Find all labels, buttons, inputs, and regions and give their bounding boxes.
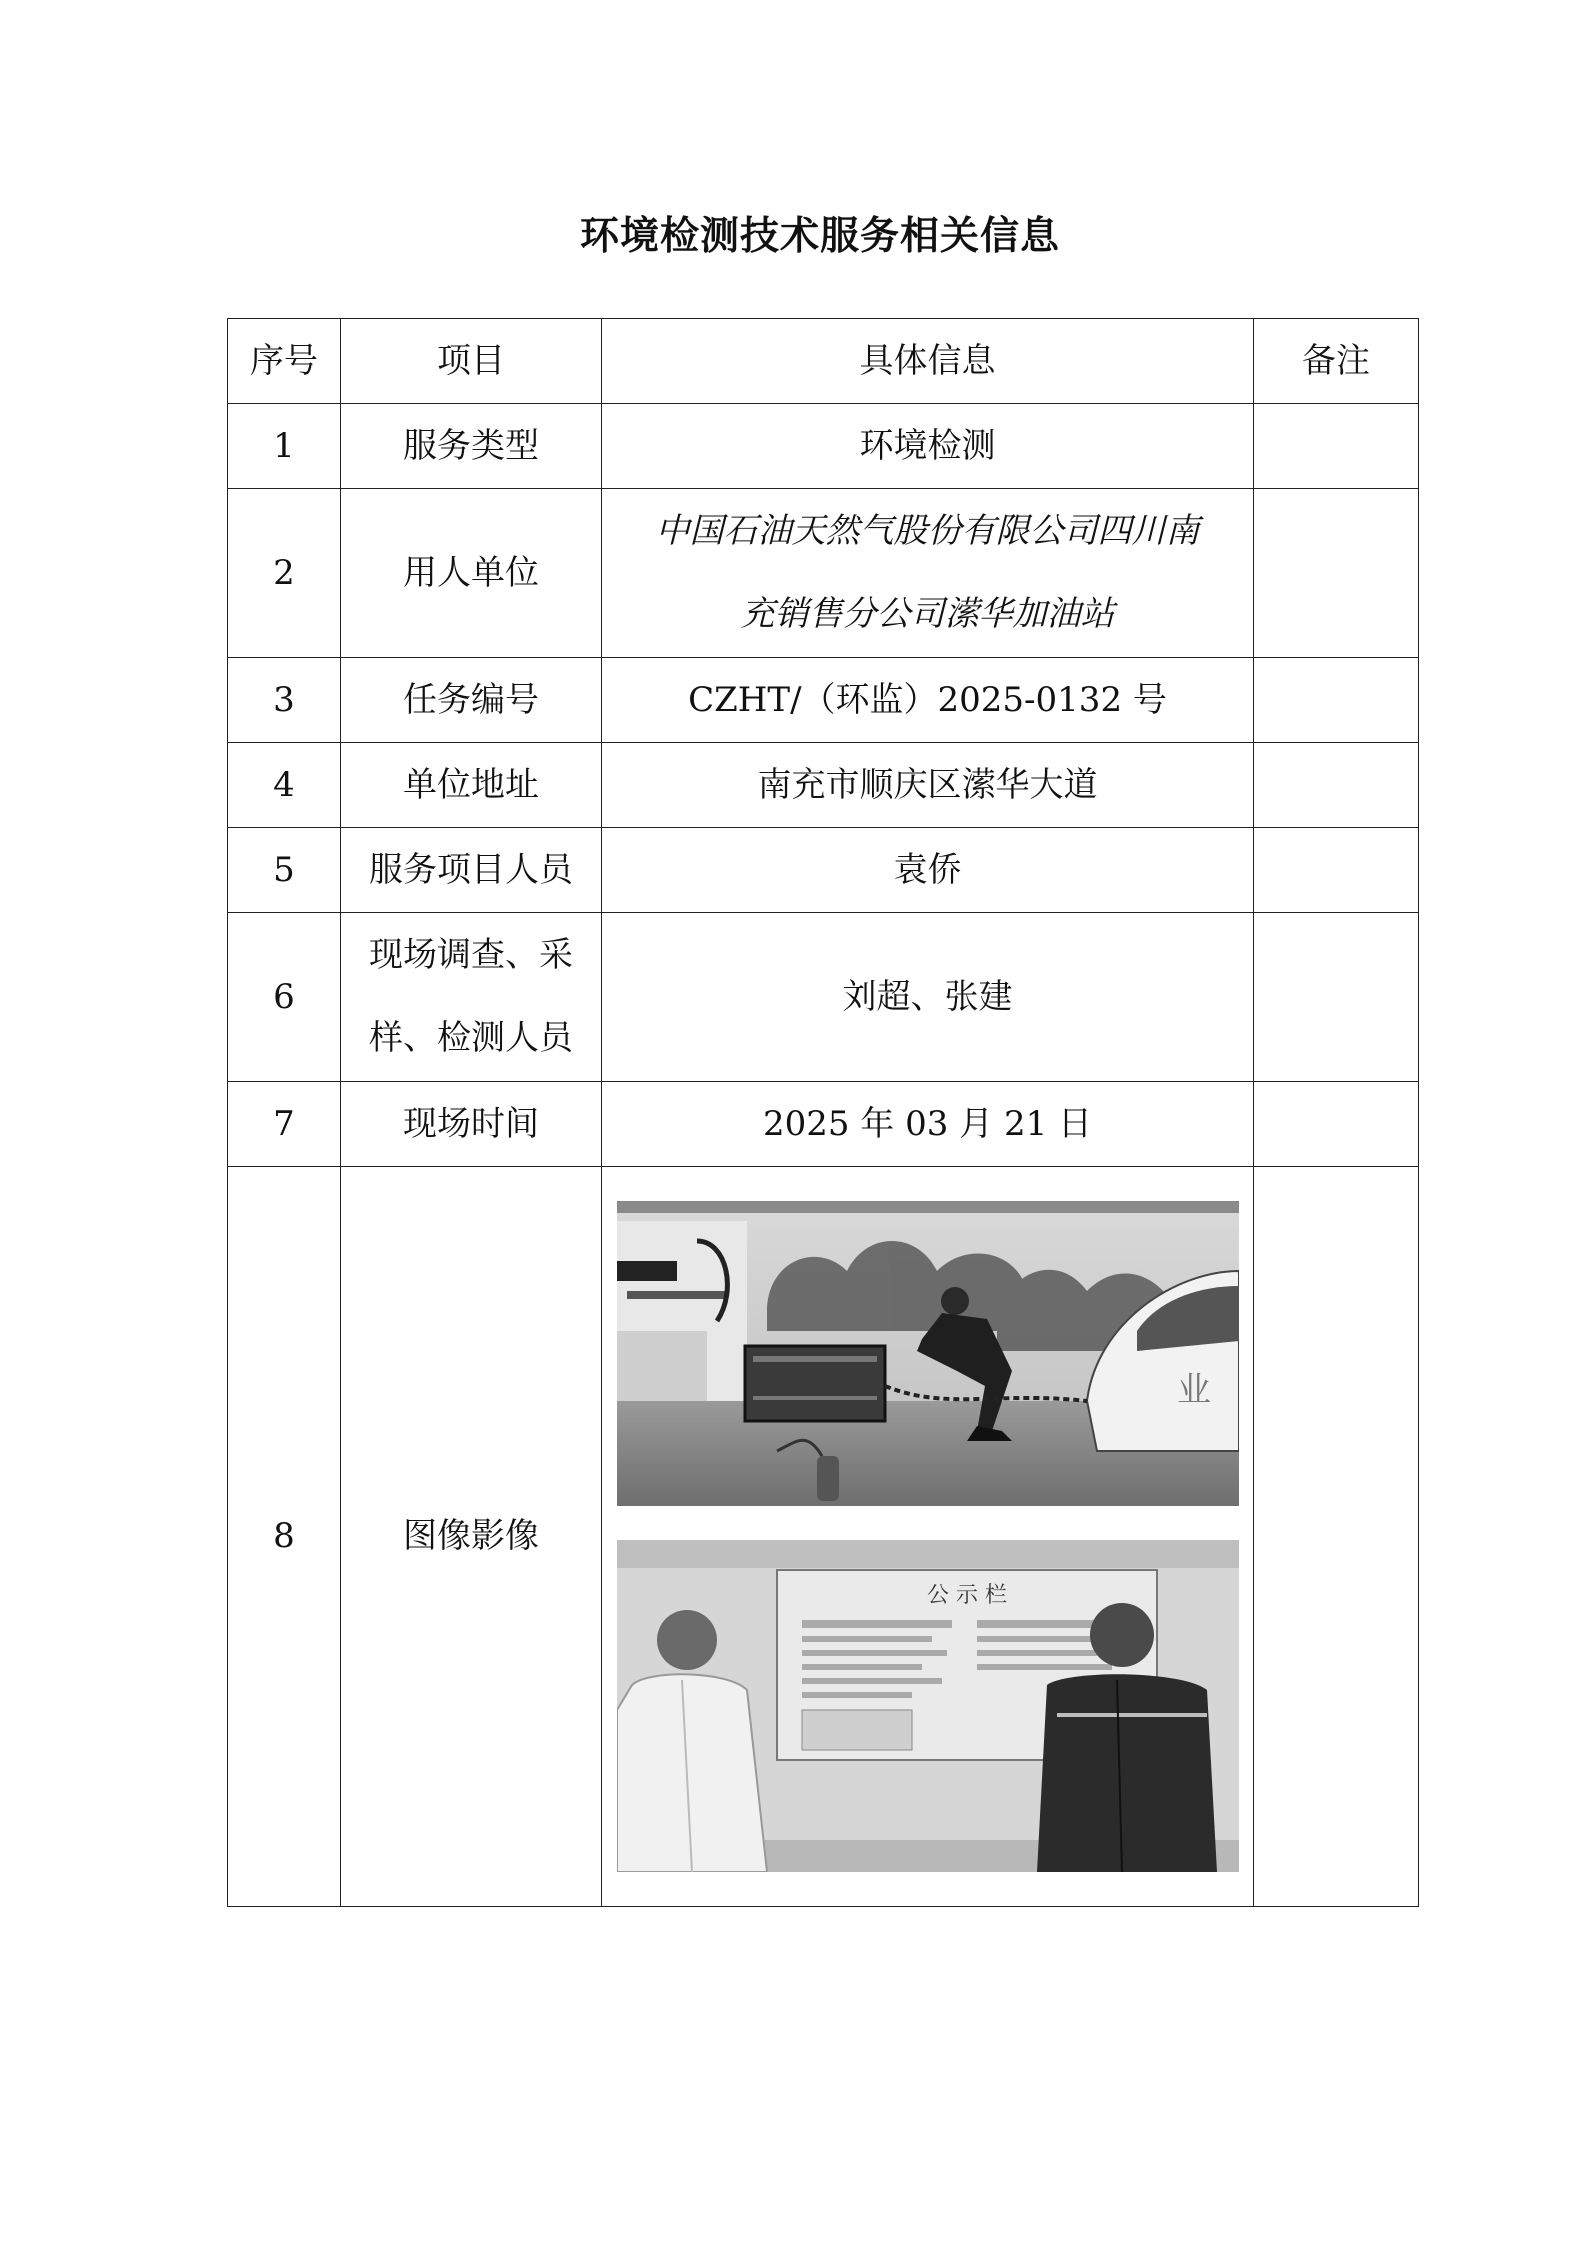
- row-no: 8: [228, 1167, 341, 1907]
- header-info: 具体信息: [602, 319, 1254, 404]
- row-no: 4: [228, 743, 341, 828]
- table-row: [228, 1082, 1419, 1167]
- sampling-photo: [617, 1201, 1239, 1506]
- row-item: 图像影像: [341, 1167, 602, 1907]
- page-title: 环境检测技术服务相关信息: [579, 213, 1060, 259]
- table-row: [228, 658, 1419, 743]
- header-no: 序号: [228, 319, 341, 404]
- row-info: 环境检测: [602, 404, 1254, 489]
- row-item: 服务项目人员: [341, 828, 602, 913]
- table-row: [228, 489, 1419, 658]
- row-no: 3: [228, 658, 341, 743]
- table-row: [228, 1167, 1419, 1907]
- row-info: 2025 年 03 月 21 日: [602, 1082, 1254, 1167]
- staff-photo: [617, 1540, 1239, 1872]
- row-note: [1254, 1082, 1419, 1167]
- row-item: 单位地址: [341, 743, 602, 828]
- table-header-row: [228, 319, 1419, 404]
- row-note: [1254, 828, 1419, 913]
- row-item: 现场时间: [341, 1082, 602, 1167]
- row-info: 刘超、张建: [602, 913, 1254, 1082]
- row-no: 6: [228, 913, 341, 1082]
- row-note: [1254, 743, 1419, 828]
- row-item: 任务编号: [341, 658, 602, 743]
- photo-cell: [602, 1167, 1254, 1907]
- row-note: [1254, 1167, 1419, 1907]
- row-item: 服务类型: [341, 404, 602, 489]
- row-note: [1254, 489, 1419, 658]
- row-no: 7: [228, 1082, 341, 1167]
- row-item: [341, 913, 602, 1082]
- row-info: 袁侨: [602, 828, 1254, 913]
- row-info: CZHT/（环监）2025-0132 号: [602, 658, 1254, 743]
- row-no: 5: [228, 828, 341, 913]
- row-info: 南充市顺庆区潆华大道: [602, 743, 1254, 828]
- row-info-line1: 中国石油天然气股份有限公司四川南: [655, 510, 1200, 551]
- row-no: 2: [228, 489, 341, 658]
- row-note: [1254, 658, 1419, 743]
- row-info: [602, 489, 1254, 658]
- table-row: [228, 828, 1419, 913]
- table-row: [228, 404, 1419, 489]
- header-item: 项目: [341, 319, 602, 404]
- header-note: 备注: [1254, 319, 1419, 404]
- row-item-line1: 现场调查、采: [369, 934, 573, 975]
- row-item-line2: 样、检测人员: [369, 1018, 573, 1058]
- car-sign-text: 业: [1176, 1370, 1211, 1410]
- row-no: 1: [228, 404, 341, 489]
- notice-board-title: 公 示 栏: [926, 1583, 1007, 1608]
- row-info-line2: 充销售分公司潆华加油站: [740, 594, 1115, 634]
- info-table: [227, 318, 1419, 1907]
- row-note: [1254, 404, 1419, 489]
- table-row: [228, 913, 1419, 1082]
- row-note: [1254, 913, 1419, 1082]
- table-row: [228, 743, 1419, 828]
- row-item: 用人单位: [341, 489, 602, 658]
